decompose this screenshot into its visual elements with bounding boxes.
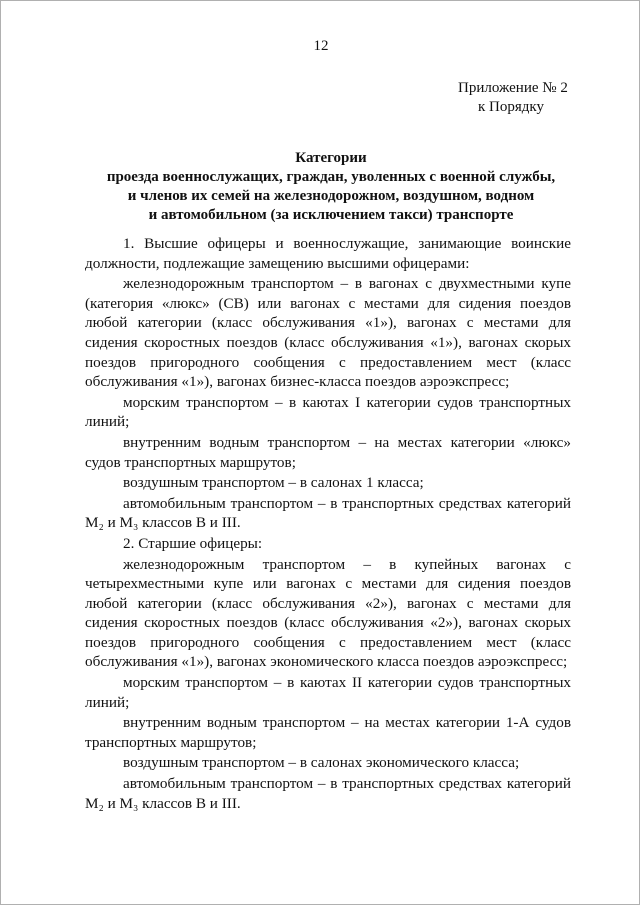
paragraph-section-2-heading: 2. Старшие офицеры: bbox=[123, 534, 263, 552]
paragraph-section-1-heading: 1. Высшие офицеры и военнослужащие, занимающие воинские должности, подлежащие замещению высшими офицерами: bbox=[85, 235, 571, 272]
paragraph-railway-1: железнодорожным транспортом – в вагонах с двухместными купе (категория «люкс» (СВ) или вагонах с местами для сидения поездов любой категории (класс обслуживания «1»), вагонах с местами для сидения скоростных поездов (класс обслуживания «1»), вагонах скорых поездов пригородного сообщения с предоставлением мест (класс обслуживания «1»), вагонах бизнес-класса поездов аэроэкспресс; bbox=[85, 275, 571, 391]
paragraph-sea-2: морским транспортом – в каютах II категории судов транспортных линий; bbox=[85, 674, 571, 711]
appendix-line-2: к Порядку bbox=[478, 99, 544, 115]
page-number: 12 bbox=[313, 38, 329, 54]
title-line-2: проезда военнослужащих, граждан, уволенных с военной службы, bbox=[106, 169, 556, 185]
document-title bbox=[91, 149, 571, 225]
title-line-4: и автомобильном (за исключением такси) транспорте bbox=[148, 207, 514, 223]
paragraph-auto-2: автомобильным транспортом – в транспортных средствах категорий M₂ и M₃ классов B и III. bbox=[85, 775, 571, 812]
paragraph-sea-1: морским транспортом – в каютах I категории судов транспортных линий; bbox=[85, 393, 571, 431]
title-line-1: Категории bbox=[295, 150, 367, 166]
body-text bbox=[85, 234, 571, 813]
appendix-line-1: Приложение № 2 bbox=[458, 80, 568, 96]
paragraph-railway-2: железнодорожным транспортом – в купейных вагонах с четырехместными купе или вагонах с местами для сидения поездов любой категории (класс обслуживания «2»), вагонах с местами для сидения скоростных поездов (класс обслуживания «2»), вагонах скорых поездов пригородного сообщения с предоставлением мест (класс обслуживания «1»), вагонах экономического класса поездов аэроэкспресс; bbox=[85, 555, 571, 671]
paragraph-auto-1: автомобильным транспортом – в транспортных средствах категорий M₂ и M₃ классов B и III. bbox=[85, 494, 571, 532]
paragraph-inland-water-2: внутренним водным транспортом – на местах категории 1-А судов транспортных маршрутов; bbox=[85, 714, 571, 751]
paragraph-air-1: воздушным транспортом – в салонах 1 класса; bbox=[123, 474, 424, 492]
appendix-reference bbox=[421, 79, 601, 117]
title-line-3: и членов их семей на железнодорожном, воздушном, водном bbox=[127, 188, 535, 204]
paragraph-inland-water-1: внутренним водным транспортом – на местах категории «люкс» судов транспортных маршрутов; bbox=[85, 433, 571, 471]
paragraph-air-2: воздушным транспортом – в салонах экономического класса; bbox=[123, 754, 520, 772]
